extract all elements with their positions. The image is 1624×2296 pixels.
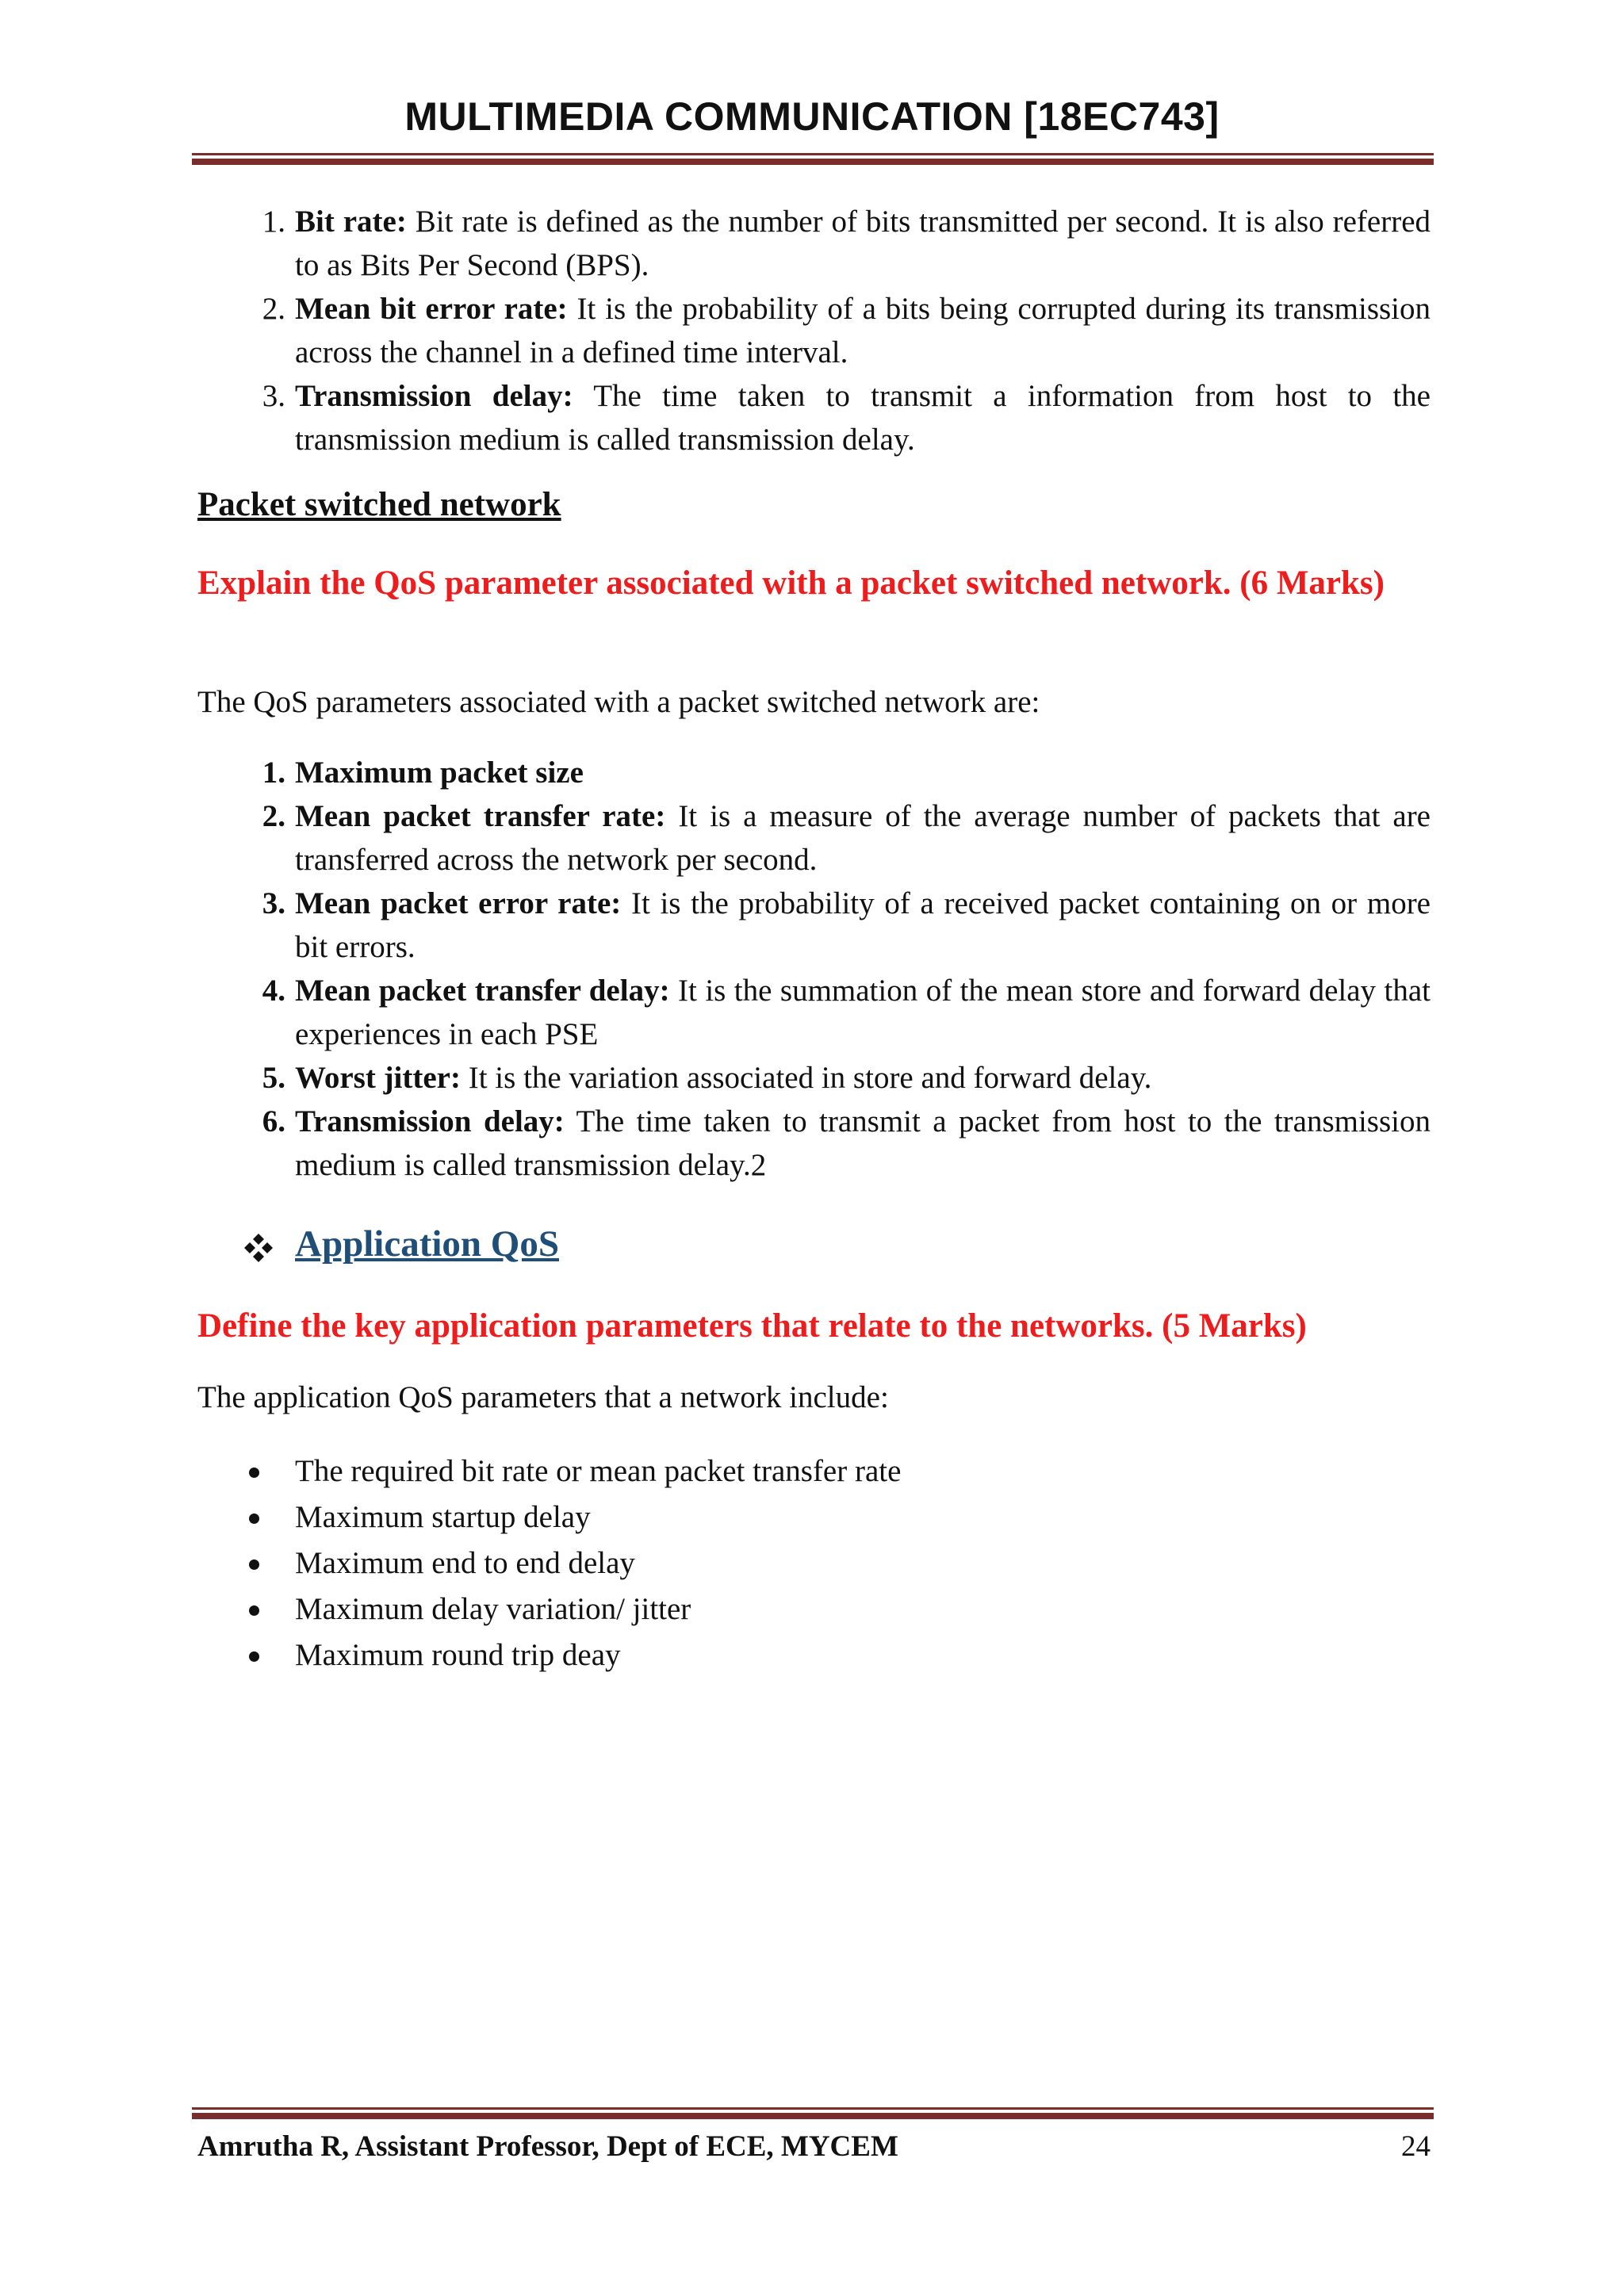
item-number: 2. <box>262 799 285 833</box>
item-term: Mean packet transfer rate: <box>295 799 666 833</box>
bullet-text: Maximum end to end delay <box>295 1546 635 1580</box>
footer-rule <box>192 2107 1434 2119</box>
application-question: Define the key application parameters that relate to the networks. (5 Marks) <box>197 1307 1307 1345</box>
item-term: Mean packet error rate: <box>295 886 622 920</box>
bullet-text: Maximum delay variation/ jitter <box>295 1592 691 1626</box>
application-params-list <box>238 1448 1431 1678</box>
bullet-dot-icon <box>249 1513 259 1524</box>
item-term: Transmission delay: <box>295 379 573 413</box>
list-item <box>238 1448 1431 1494</box>
packet-question: Explain the QoS parameter associated with a packet switched network. (6 Marks) <box>197 564 1385 602</box>
list-item <box>238 1632 1431 1678</box>
item-term: Bit rate: <box>295 205 407 239</box>
item-number: 1. <box>262 205 285 239</box>
list-item <box>238 1100 1431 1187</box>
item-desc: It is the summation of the mean store and forward delay that experiences in each PSE <box>295 974 1431 1051</box>
list-item <box>238 1586 1431 1632</box>
item-term: Mean packet transfer delay: <box>295 974 670 1008</box>
page-header-title: MULTIMEDIA COMMUNICATION [18EC743] <box>404 94 1220 139</box>
item-term: Maximum packet size <box>295 756 584 790</box>
item-desc: It is the probability of a received packet containing on or more bit errors. <box>295 886 1431 964</box>
bullet-dot-icon <box>249 1651 259 1662</box>
item-desc: It is a measure of the average number of packets that are transferred across the network per second. <box>295 799 1431 877</box>
item-desc: The time taken to transmit a information from host to the transmission medium is called transmission delay. <box>295 379 1431 457</box>
item-desc: It is the probability of a bits being corrupted during its transmission across the channel in a defined time interval. <box>295 292 1431 369</box>
item-term: Mean bit error rate: <box>295 292 568 326</box>
bullet-text: The required bit rate or mean packet transfer rate <box>295 1454 902 1488</box>
item-number: 5. <box>262 1061 285 1095</box>
list-item <box>238 374 1431 461</box>
item-term: Worst jitter: <box>295 1061 461 1095</box>
application-intro: The application QoS parameters that a network include: <box>197 1380 889 1414</box>
packet-intro: The QoS parameters associated with a packet switched network are: <box>197 685 1040 719</box>
item-desc: Bit rate is defined as the number of bits transmitted per second. It is also referred to as Bits Per Second (BPS). <box>295 205 1431 282</box>
bullet-dot-icon <box>249 1468 259 1478</box>
bullet-text: Maximum round trip deay <box>295 1638 621 1672</box>
item-number: 3. <box>262 379 285 413</box>
list-item <box>238 1494 1431 1540</box>
item-number: 4. <box>262 974 285 1008</box>
page-number: 24 <box>1401 2130 1431 2163</box>
packet-section-heading: Packet switched network <box>197 486 561 523</box>
application-heading-label: Application QoS <box>295 1223 559 1265</box>
circuit-params-list <box>238 200 1431 461</box>
list-item <box>238 200 1431 287</box>
list-item <box>238 882 1431 969</box>
bullet-text: Maximum startup delay <box>295 1500 591 1534</box>
header-rule <box>192 153 1434 165</box>
packet-params-list <box>238 751 1431 1187</box>
item-number: 1. <box>262 756 285 790</box>
item-desc: The time taken to transmit a packet from host to the transmission medium is called transmission delay.2 <box>295 1104 1431 1182</box>
list-item <box>238 287 1431 374</box>
list-item <box>238 794 1431 882</box>
item-desc: It is the variation associated in store and forward delay. <box>460 1061 1152 1095</box>
list-item <box>238 1056 1431 1100</box>
item-number: 6. <box>262 1104 285 1138</box>
item-number: 2. <box>262 292 285 326</box>
application-section-heading <box>244 1223 559 1265</box>
item-term: Transmission delay: <box>295 1104 565 1138</box>
footer-author: Amrutha R, Assistant Professor, Dept of ECE, MYCEM <box>197 2130 898 2163</box>
list-item <box>238 751 1431 794</box>
list-item <box>238 1540 1431 1586</box>
item-number: 3. <box>262 886 285 920</box>
list-item <box>238 969 1431 1056</box>
bullet-dot-icon <box>249 1559 259 1570</box>
bullet-dot-icon <box>249 1605 259 1616</box>
